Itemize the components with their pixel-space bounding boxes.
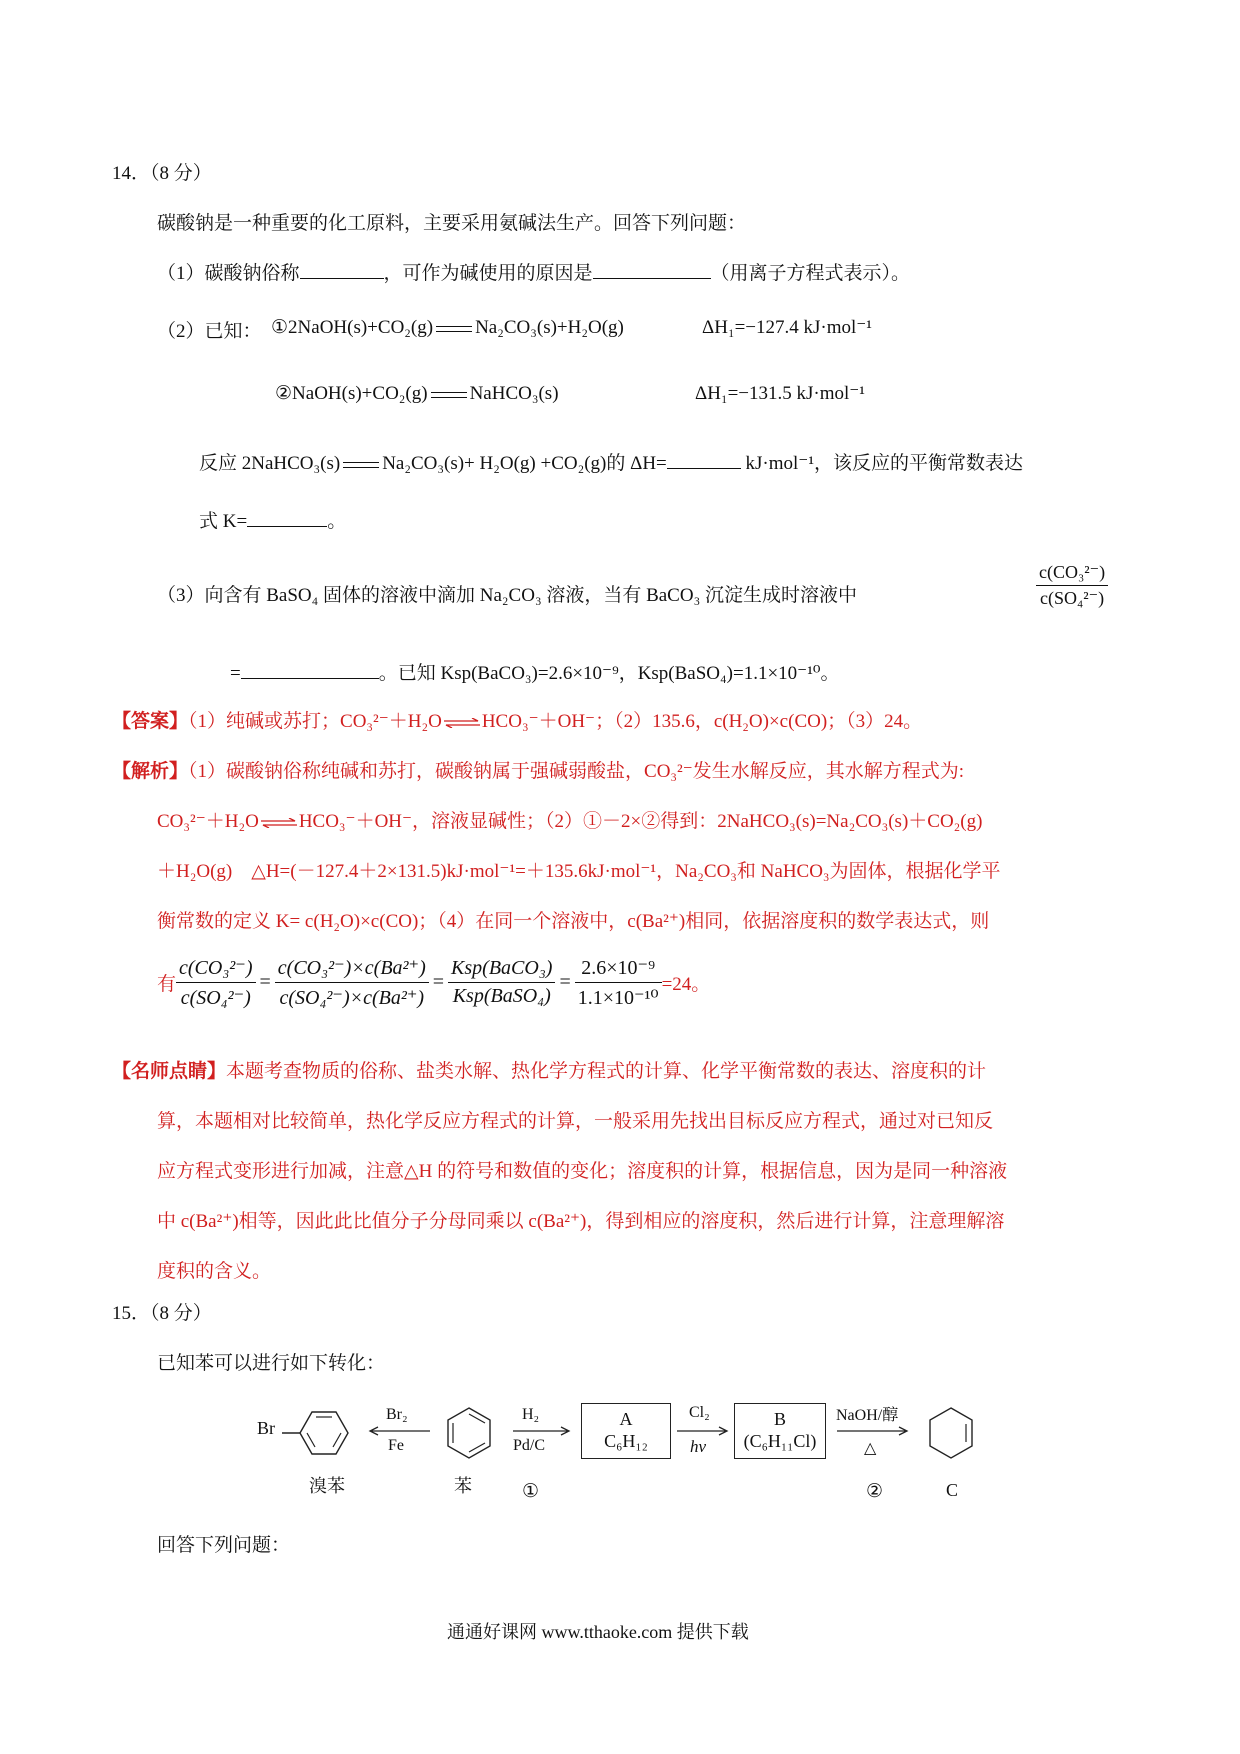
answer-tag: 【答案】 — [112, 711, 189, 732]
compound-b-box — [734, 1403, 826, 1459]
bromobenzene-structure-icon — [282, 1405, 362, 1461]
ratio-denominator: c(SO₄²⁻) — [1039, 588, 1105, 608]
equals-text: = — [230, 663, 241, 684]
answer-text: （1）纯碱或苏打；CO₃²⁻＋H₂O — [188, 711, 442, 732]
analysis-line-1 — [112, 756, 964, 783]
arrow3-reagent: Cl₂ — [689, 1404, 710, 1421]
fraction-denominator: Ksp(BaSO₄) — [452, 985, 551, 1007]
q14-part1 — [157, 258, 910, 285]
reaction-2 — [275, 382, 559, 405]
analysis-line-2 — [157, 806, 982, 833]
q14-part3-line2 — [230, 658, 840, 685]
tip-line-1 — [112, 1056, 986, 1083]
fraction-ratio — [176, 955, 256, 1010]
q15-intro: 已知苯可以进行如下转化： — [157, 1353, 386, 1374]
reversible-arrow-icon — [444, 718, 480, 728]
reversible-arrow-icon — [261, 818, 297, 828]
k-label: 式 K= — [199, 511, 248, 532]
arrow1-catalyst: Fe — [388, 1437, 404, 1454]
q14-header: 14．（8 分） — [112, 163, 212, 184]
arrow1-reagent: Br₂ — [386, 1406, 408, 1423]
equilibrium-constant-line — [199, 506, 346, 533]
compound-b-formula: (C₆H₁₁Cl) — [743, 1431, 817, 1451]
q14-intro: 碳酸钠是一种重要的化工原料，主要采用氨碱法生产。回答下列问题： — [157, 213, 747, 234]
compound-a-label: A — [619, 1409, 633, 1429]
compound-a-box — [581, 1403, 671, 1459]
tip-line-4: 中 c(Ba²⁺)相等，因此此比值分子分母同乘以 c(Ba²⁺)，得到相应的溶度积，然后进行计算，注意理解溶 — [157, 1211, 1005, 1232]
arrow4-condition: △ — [864, 1440, 877, 1457]
fraction-denominator: c(SO₄²⁻) — [180, 987, 251, 1009]
ksp-derivation — [157, 955, 710, 1010]
equals-sign — [436, 326, 472, 332]
fraction-with-ba — [275, 955, 429, 1010]
reaction-1-enthalpy: ΔH₁=−127.4 kJ·mol⁻¹ — [702, 317, 872, 338]
tip-tag: 【名师点睛】 — [112, 1061, 227, 1082]
answer-blank[interactable] — [667, 450, 741, 469]
answer-line — [112, 706, 922, 733]
q14-part1-c: （用离子方程式表示）。 — [710, 263, 911, 284]
reaction-2-lhs: ②NaOH(s)+CO₂(g) — [275, 383, 428, 404]
analysis-line-3: ＋H₂O(g) △H=(－127.4＋2×131.5)kJ·mol⁻¹=＋135.6kJ·mol⁻¹，Na₂CO₃和 NaHCO₃为固体，根据化学平 — [157, 861, 1001, 882]
analysis-text: CO₃²⁻＋H₂O — [157, 811, 259, 832]
compound-b-label: B — [773, 1409, 786, 1429]
equals-sign: = — [559, 971, 571, 993]
ksp-given: 。已知 Ksp(BaCO₃)=2.6×10⁻⁹，Ksp(BaSO₄)=1.1×10⁻¹⁰。 — [378, 663, 840, 684]
answer-text-2: HCO₃⁻＋OH⁻；（2）135.6，c(H₂O)×c(CO)；（3）24。 — [481, 711, 923, 732]
benzene-structure-icon — [440, 1404, 498, 1462]
reaction-1-lhs: ①2NaOH(s)+CO₂(g) — [271, 317, 434, 338]
arrow2-reagent: H₂ — [522, 1406, 540, 1423]
fraction-denominator: c(SO₄²⁻)×c(Ba²⁺) — [279, 987, 425, 1009]
q14-part1-a: （1）碳酸钠俗称 — [157, 263, 300, 284]
q14-part1-b: ，可作为碱使用的原因是 — [383, 263, 593, 284]
step-1-marker: ① — [522, 1481, 540, 1502]
q15-header: 15．（8 分） — [112, 1303, 212, 1324]
arrow2-catalyst: Pd/C — [513, 1437, 546, 1454]
ratio-numerator: c(CO₃²⁻) — [1036, 562, 1108, 586]
reaction-1-rhs: Na₂CO₃(s)+H₂O(g) — [475, 317, 624, 338]
fraction-numerator: 2.6×10⁻⁹ — [575, 955, 662, 983]
analysis-text: （1）碳酸钠俗称纯碱和苏打，碳酸钠属于强碱弱酸盐，CO₃²⁻发生水解反应，其水解方程式为: — [188, 761, 965, 782]
reaction-2-rhs: NaHCO₃(s) — [469, 383, 559, 404]
tip-line-2: 算，本题相对比较简单，热化学反应方程式的计算，一般采用先找出目标反应方程式，通过对已知反 — [157, 1111, 994, 1132]
derivation-result: =24。 — [661, 974, 711, 995]
right-arrow-icon — [835, 1426, 909, 1436]
fraction-numerator: c(CO₃²⁻)×c(Ba²⁺) — [275, 955, 429, 983]
answer-blank[interactable] — [593, 260, 711, 279]
ratio-fraction — [1036, 562, 1108, 609]
target-reaction-line — [199, 448, 1023, 475]
left-arrow-icon — [368, 1426, 432, 1436]
fraction-values — [575, 955, 662, 1010]
reaction-1 — [271, 316, 624, 339]
analysis-line-4: 衡常数的定义 K= c(H₂O)×c(CO)；（4）在同一个溶液中，c(Ba²⁺)相同，依据溶度积的数学表达式，则 — [157, 911, 990, 932]
right-arrow-icon — [675, 1426, 729, 1436]
q14-part2-known: （2）已知： — [157, 321, 262, 342]
equals-sign: = — [432, 971, 445, 993]
reaction-2-enthalpy: ΔH₁=−131.5 kJ·mol⁻¹ — [695, 383, 865, 404]
bromine-label: Br — [257, 1418, 275, 1438]
tip-line-5: 度积的含义。 — [157, 1261, 272, 1282]
cyclohexene-structure-icon — [922, 1404, 980, 1462]
target-reaction-tail: kJ·mol⁻¹，该反应的平衡常数表达 — [740, 453, 1024, 474]
q14-part3: （3）向含有 BaSO₄ 固体的溶液中滴加 Na₂CO₃ 溶液，当有 BaCO₃ 沉淀生成时溶液中 — [157, 585, 857, 606]
period: 。 — [327, 511, 347, 532]
arrow3-condition: hv — [690, 1437, 707, 1456]
answer-blank[interactable] — [300, 260, 384, 279]
target-reaction-rhs: Na₂CO₃(s)+ H₂O(g) +CO₂(g)的 ΔH= — [382, 453, 667, 474]
benzene-name: 苯 — [454, 1476, 472, 1496]
q15-prompt: 回答下列问题： — [157, 1535, 291, 1556]
bromobenzene-name: 溴苯 — [309, 1476, 345, 1496]
right-arrow-icon — [511, 1426, 571, 1436]
target-reaction-lhs: 反应 2NaHCO₃(s) — [199, 453, 341, 474]
compound-a-formula: C₆H₁₂ — [604, 1431, 648, 1451]
page-footer: 通通好课网 www.tthaoke.com 提供下载 — [447, 1622, 749, 1642]
fraction-denominator: 1.1×10⁻¹⁰ — [577, 987, 659, 1009]
tip-text: 本题考查物质的俗称、盐类水解、热化学方程式的计算、化学平衡常数的表达、溶度积的计 — [226, 1061, 987, 1082]
fraction-numerator: c(CO₃²⁻) — [176, 955, 256, 983]
answer-blank[interactable] — [247, 508, 327, 527]
equals-sign — [431, 392, 467, 398]
analysis-tag: 【解析】 — [112, 761, 189, 782]
equals-sign: = — [259, 971, 271, 993]
analysis-text: HCO₃⁻＋OH⁻，溶液显碱性；（2）①－2×②得到：2NaHCO₃(s)=Na₂CO₃(s)＋CO₂(g) — [298, 811, 983, 832]
fraction-ksp — [448, 957, 555, 1008]
fraction-numerator: Ksp(BaCO₃) — [448, 957, 555, 983]
arrow4-reagent: NaOH/醇 — [836, 1407, 899, 1424]
step-2-marker: ② — [866, 1481, 884, 1502]
compound-c-label: C — [946, 1480, 959, 1500]
derivation-prefix: 有 — [157, 974, 177, 995]
equals-sign — [343, 462, 379, 468]
tip-line-3: 应方程式变形进行加减，注意△H 的符号和数值的变化；溶度积的计算，根据信息，因为是同一种溶液 — [157, 1161, 1008, 1182]
answer-blank[interactable] — [241, 660, 379, 679]
